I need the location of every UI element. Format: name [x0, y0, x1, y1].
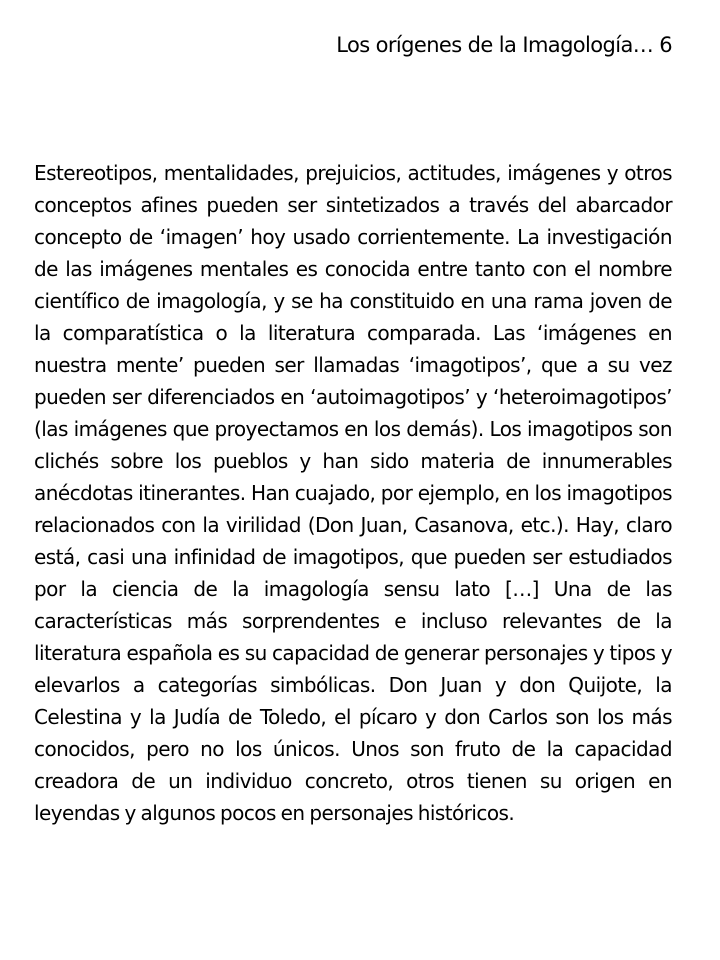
page-title: Los orígenes de la Imagología… 6 — [336, 33, 672, 57]
body-paragraph: Estereotipos, mentalidades, prejuicios, actitudes, imágenes y otros conceptos afines pueden ser sintetizados a través del abarcador concepto de ‘imagen’ hoy usado corrientemente. La investigación de las imágenes mentales es conocida entre tanto con el nombre científico de imagología, y se ha constituido en una rama joven de la comparatística o la literatura comparada. Las ‘imágenes en nuestra mente’ pueden ser llamadas ‘imagotipos’, que a su vez pueden ser diferenciados en ‘autoimagotipos’ y ‘heteroimagotipos’ (las imágenes que proyectamos en los demás). Los imagotipos son clichés sobre los pueblos y han sido materia de innumerables anécdotas itinerantes. Han cuajado, por ejemplo, en los imagotipos relacionados con la virilidad (Don Juan, Casanova, etc.). Hay, claro está, casi una infinidad de imagotipos, que pueden ser estudiados por la ciencia de la imagología sensu lato […] Una de las características más sorprendentes e incluso relevantes de la literatura española es su capacidad de generar personajes y tipos y elevarlos a categorías simbólicas. Don Juan y don Quijote, la Celestina y la Judía de Toledo, el pícaro y don Carlos son los más conocidos, pero no los únicos. Unos son fruto de la capacidad creadora de un individuo concreto, otros tienen su origen en leyendas y algunos pocos en personajes históricos. — [34, 161, 672, 825]
